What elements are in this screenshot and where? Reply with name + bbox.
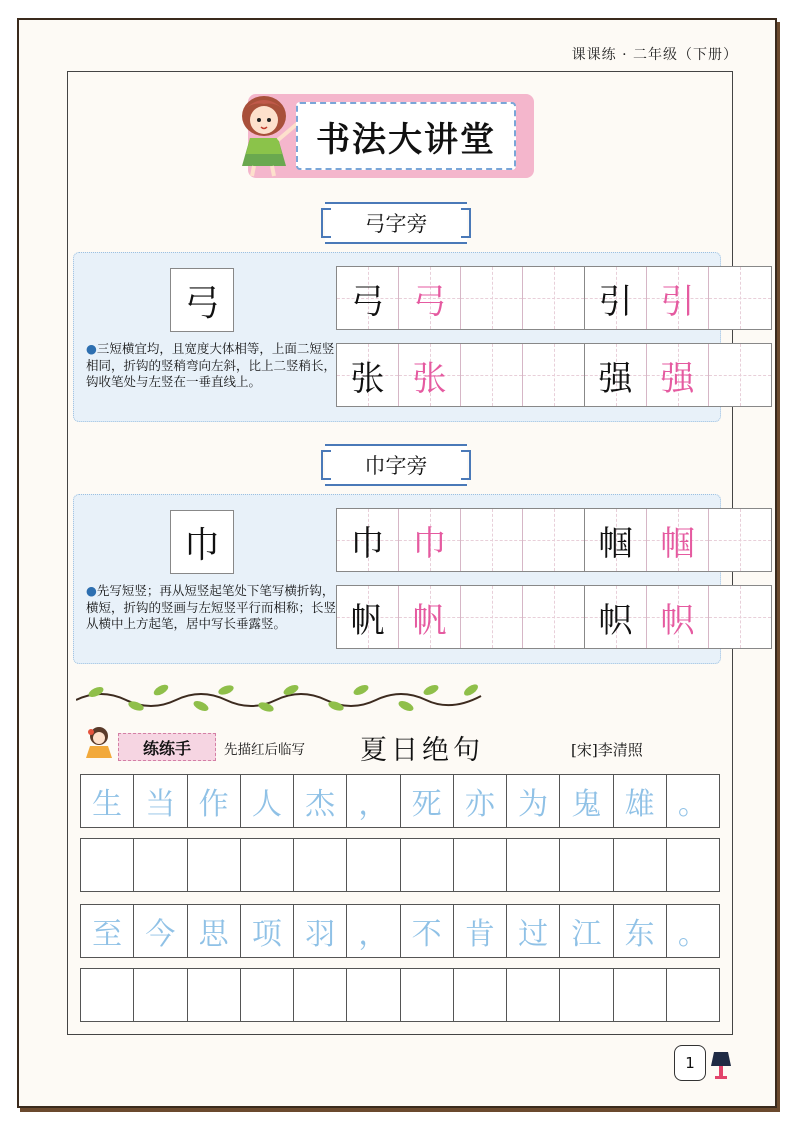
practice-row: 张 张 强 强 bbox=[336, 343, 772, 407]
stroke-tip: ●先写短竖；再从短竖起笔处下笔写横折钩，横短，折钩的竖画与左短竖平行而相称；长竖从横中上方起笔，居中写长垂露竖。 bbox=[86, 583, 337, 631]
child-illustration-icon bbox=[82, 724, 116, 764]
practice-box-jin bbox=[73, 494, 721, 664]
trace-grid-line1: 生 当 作 人 杰 ， 死 亦 为 鬼 雄 。 bbox=[80, 774, 720, 828]
section-label-jin: 巾字旁 bbox=[325, 444, 467, 486]
bullet-icon: ● bbox=[86, 341, 97, 356]
poem-author: [宋]李清照 bbox=[571, 741, 643, 759]
title-banner bbox=[248, 94, 534, 178]
banner-title: 书法大讲堂 bbox=[296, 102, 516, 170]
practice-label: 练练手 bbox=[118, 733, 216, 761]
lamp-icon bbox=[710, 1050, 732, 1084]
stroke-tip: ●三短横宜均，且宽度大体相等，上面二短竖相同，折钩的竖稍弯向左斜，比上二竖稍长，钩收笔处与左竖在一垂直线上。 bbox=[86, 341, 337, 389]
copy-grid-line1[interactable] bbox=[80, 838, 720, 892]
section-label-gong: 弓字旁 bbox=[325, 202, 467, 244]
practice-row: 巾 巾 帼 帼 bbox=[336, 508, 772, 572]
radical-char: 巾 bbox=[170, 510, 234, 574]
copy-grid-line2[interactable] bbox=[80, 968, 720, 1022]
practice-row: 帆 帆 帜 帜 bbox=[336, 585, 772, 649]
bullet-icon: ● bbox=[86, 583, 97, 598]
trace-grid-line2: 至 今 思 项 羽 ， 不 肯 过 江 东 。 bbox=[80, 904, 720, 958]
practice-row: 弓 弓 引 引 bbox=[336, 266, 772, 330]
practice-instruction: 先描红后临写 bbox=[224, 742, 305, 758]
vine-decoration-icon bbox=[76, 680, 486, 714]
practice-box-gong bbox=[73, 252, 721, 422]
running-header: 课课练 · 二年级（下册） bbox=[571, 47, 738, 63]
poem-title: 夏日绝句 bbox=[360, 735, 484, 766]
page-number: 1 bbox=[674, 1045, 706, 1081]
radical-char: 弓 bbox=[170, 268, 234, 332]
